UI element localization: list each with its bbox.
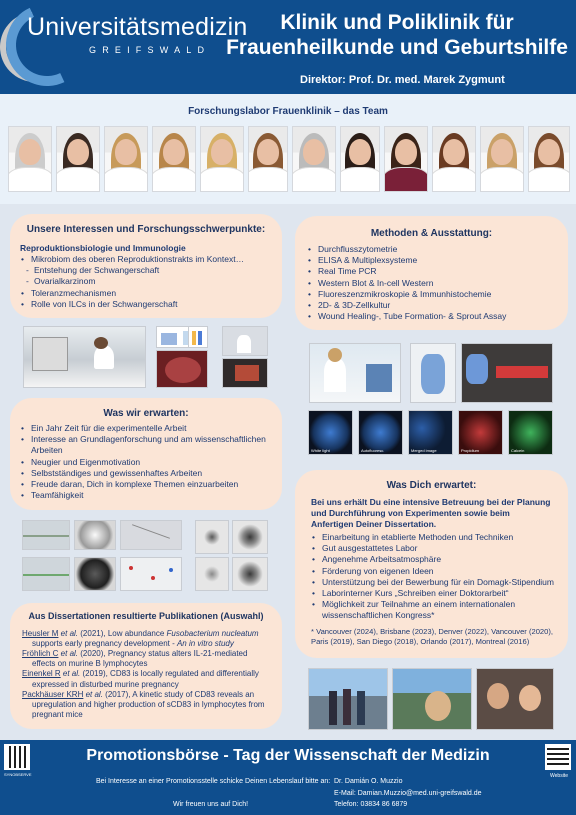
team-photo — [248, 126, 288, 192]
offer-list — [311, 532, 554, 622]
methods-list — [307, 244, 568, 322]
list-item: • 2D- & 3D-Zellkultur — [307, 300, 568, 311]
team-photo — [8, 126, 52, 192]
methods-box — [295, 216, 568, 330]
list-item: • Interesse an Grundlagenforschung und am wissenschaftlichen Arbeiten — [20, 434, 272, 456]
congress-photo — [476, 668, 554, 730]
expectations-title: Was wir erwarten: — [103, 408, 189, 419]
publication-etal: et al. — [83, 689, 103, 699]
list-item: • Einarbeitung in etablierte Methoden und Techniken — [311, 532, 554, 543]
publication-author[interactable]: Packhäuser KRH — [22, 689, 84, 699]
expectations-box — [10, 398, 282, 510]
list-item: • Rolle von ILCs in der Schwangerschaft — [20, 299, 282, 310]
congress-photo — [308, 668, 388, 730]
list-item: • Teamfähigkeit — [20, 490, 272, 501]
microscopy-image — [22, 520, 70, 550]
publication-italic: Fusobacterium nucleatum — [166, 629, 259, 639]
publication-italic: An in vitro study — [176, 639, 234, 649]
offer-title: Was Dich erwartet: — [386, 480, 477, 491]
fluor-image-2 — [358, 410, 403, 455]
list-item: • Freude daran, Dich in komplexe Themen einzuarbeiten — [20, 479, 272, 490]
logo-wordmark: Universitätsmedizin — [27, 13, 248, 41]
microscopy-image — [232, 557, 268, 591]
team-photo — [152, 126, 196, 192]
microscopy-image — [195, 557, 229, 591]
list-item: • Selbstständiges und gewissenhaftes Arbeiten — [20, 468, 272, 479]
list-item: • Gut ausgestattetes Labor — [311, 543, 554, 554]
list-item: • Durchflusszytometrie — [307, 244, 568, 255]
interests-box — [10, 214, 282, 318]
microscopy-image — [120, 520, 182, 550]
lab-photo-pipetting — [309, 343, 401, 403]
interests-subtitle: Reproduktionsbiologie und Immunologie — [20, 243, 186, 253]
publication-author[interactable]: Einenkel R — [22, 669, 61, 679]
clinic-title — [222, 10, 572, 60]
list-item: • Fluoreszenzmikroskopie & Immunhistochemie — [307, 289, 568, 300]
microscopy-image — [74, 557, 116, 591]
lab-photo-cell-culture — [461, 343, 553, 403]
team-photo — [384, 126, 428, 192]
clinic-title-line2: Frauenheilkunde und Geburtshilfe — [226, 36, 568, 59]
team-photo — [200, 126, 244, 192]
list-item: • Laborinterner Kurs „Schreiben einer Doktorarbeit“ — [311, 588, 554, 599]
congress-photo — [392, 668, 472, 730]
fluor-label: White light — [311, 448, 330, 453]
qr-right-label: Website — [550, 773, 568, 779]
offer-intro: Bei uns erhält Du eine intensive Betreuung bei der Planung und Durchführung von Experimenten sowie beim Anfertigen Deiner Dissertation. — [311, 497, 551, 529]
lab-photo-tissue — [156, 350, 208, 388]
list-item: • Möglichkeit zur Teilnahme an einem internationalen wissenschaftlichen Kongress* — [311, 599, 554, 621]
fluor-label: Calcein — [511, 448, 525, 453]
apply-text: Bei Interesse an einer Promotionsstelle schicke Deinen Lebenslauf bitte an: — [96, 778, 331, 785]
list-item: • Western Blot & In-cell Western — [307, 278, 568, 289]
interests-list — [20, 254, 282, 310]
fluor-label: Autofluoresc. — [361, 448, 385, 453]
director-line: Direktor: Prof. Dr. med. Marek Zygmunt — [300, 74, 505, 86]
microscopy-image — [74, 520, 116, 550]
logo-subtitle: GREIFSWALD — [89, 45, 211, 55]
fluor-label: Merged image — [411, 448, 437, 453]
interests-title: Unsere Interessen und Forschungsschwerpunkte: — [26, 224, 266, 235]
list-item: - Ovarialkarzinom — [20, 276, 282, 287]
list-item: • ELISA & Multiplexsysteme — [307, 255, 568, 266]
publication-entry[interactable]: Fröhlich C et al. (2020), Pregnancy status alters IL-21-mediated effects on murine B lymphocytes — [22, 649, 248, 669]
congress-footnote: * Vancouver (2024), Brisbane (2023), Denver (2022), Vancouver (2020), Paris (2019), San Diego (2018), Orlando (2017), Montreal (2016) — [311, 626, 554, 646]
footer-title: Promotionsbörse - Tag der Wissenschaft der Medizin — [86, 747, 490, 764]
microscopy-image — [195, 520, 229, 554]
microscopy-image — [22, 557, 70, 591]
offer-box — [295, 470, 568, 658]
lab-photo-flow-cytometer — [23, 326, 146, 388]
team-title: Forschungslabor Frauenklinik – das Team — [188, 106, 388, 117]
publications-title: Aus Dissertationen resultierte Publikationen (Auswahl) — [28, 611, 264, 621]
fluor-image-3 — [408, 410, 453, 455]
list-item: • Angenehme Arbeitsatmosphäre — [311, 554, 554, 565]
publications-list — [22, 629, 268, 720]
microscopy-image — [232, 520, 268, 554]
list-item: • Real Time PCR — [307, 266, 568, 277]
publication-etal: et al. — [60, 669, 81, 679]
lab-photo-gloves — [410, 343, 456, 403]
list-item: • Ein Jahr Zeit für die experimentelle Arbeit — [20, 423, 272, 434]
fluor-image-1 — [308, 410, 353, 455]
publication-entry[interactable]: Einenkel R et al. (2019), CD83 is locally regulated and differentially expressed in disturbed murine pregnancy — [22, 669, 259, 689]
qr-left-label: SYNOBSERVE — [4, 772, 32, 777]
publication-etal: et al. — [58, 629, 79, 639]
publication-author[interactable]: Fröhlich C — [22, 649, 59, 659]
list-item: • Unterstützung bei der Bewerbung für ein Domagk-Stipendium — [311, 577, 554, 588]
lab-photo-tubes — [188, 326, 208, 348]
fluor-label: Propidium — [461, 448, 480, 453]
contact-email[interactable]: E-Mail: Damian.Muzzio@med.uni-greifswald.de — [334, 790, 482, 797]
team-photo — [104, 126, 148, 192]
microscopy-image — [120, 557, 182, 591]
lab-photo-workbench — [222, 326, 268, 356]
publication-entry[interactable]: Heusler M et al. (2021), Low abundance Fusobacterium nucleatum supports early pregnancy development - An in vitro study — [22, 629, 259, 649]
list-item: • Förderung von eigenen Ideen — [311, 566, 554, 577]
clinic-title-line1: Klinik und Poliklinik für — [280, 11, 514, 34]
publications-box — [10, 603, 282, 729]
fluor-image-4 — [458, 410, 503, 455]
team-photo — [292, 126, 336, 192]
team-photo — [56, 126, 100, 192]
team-photo — [528, 126, 570, 192]
publication-author[interactable]: Heusler M — [22, 629, 59, 639]
qr-code-right-icon[interactable] — [545, 744, 571, 770]
see-you-text: Wir freuen uns auf Dich! — [173, 801, 249, 808]
fluor-image-5 — [508, 410, 553, 455]
publication-entry[interactable]: Packhäuser KRH et al. (2017), A kinetic study of CD83 reveals an upregulation and higher production of sCD83 in lymphocytes from pregnant mice — [22, 689, 265, 719]
team-photo — [432, 126, 476, 192]
methods-title: Methoden & Ausstattung: — [370, 228, 493, 239]
expectations-list — [20, 423, 272, 501]
list-item: - Entstehung der Schwangerschaft — [20, 265, 282, 276]
list-item: • Toleranzmechanismen — [20, 288, 282, 299]
team-photo — [480, 126, 524, 192]
list-item: • Wound Healing-, Tube Formation- & Sprout Assay — [307, 311, 568, 322]
team-photo — [340, 126, 380, 192]
lab-photo-microscope-screen — [222, 358, 268, 388]
list-item: • Mikrobiom des oberen Reproduktionstrakts im Kontext… — [20, 254, 282, 265]
contact-phone[interactable]: Telefon: 03834 86 6879 — [334, 801, 408, 808]
contact-name: Dr. Damián O. Muzzio — [334, 778, 403, 785]
list-item: • Neugier und Eigenmotivation — [20, 457, 272, 468]
publication-etal: et al. — [58, 649, 79, 659]
